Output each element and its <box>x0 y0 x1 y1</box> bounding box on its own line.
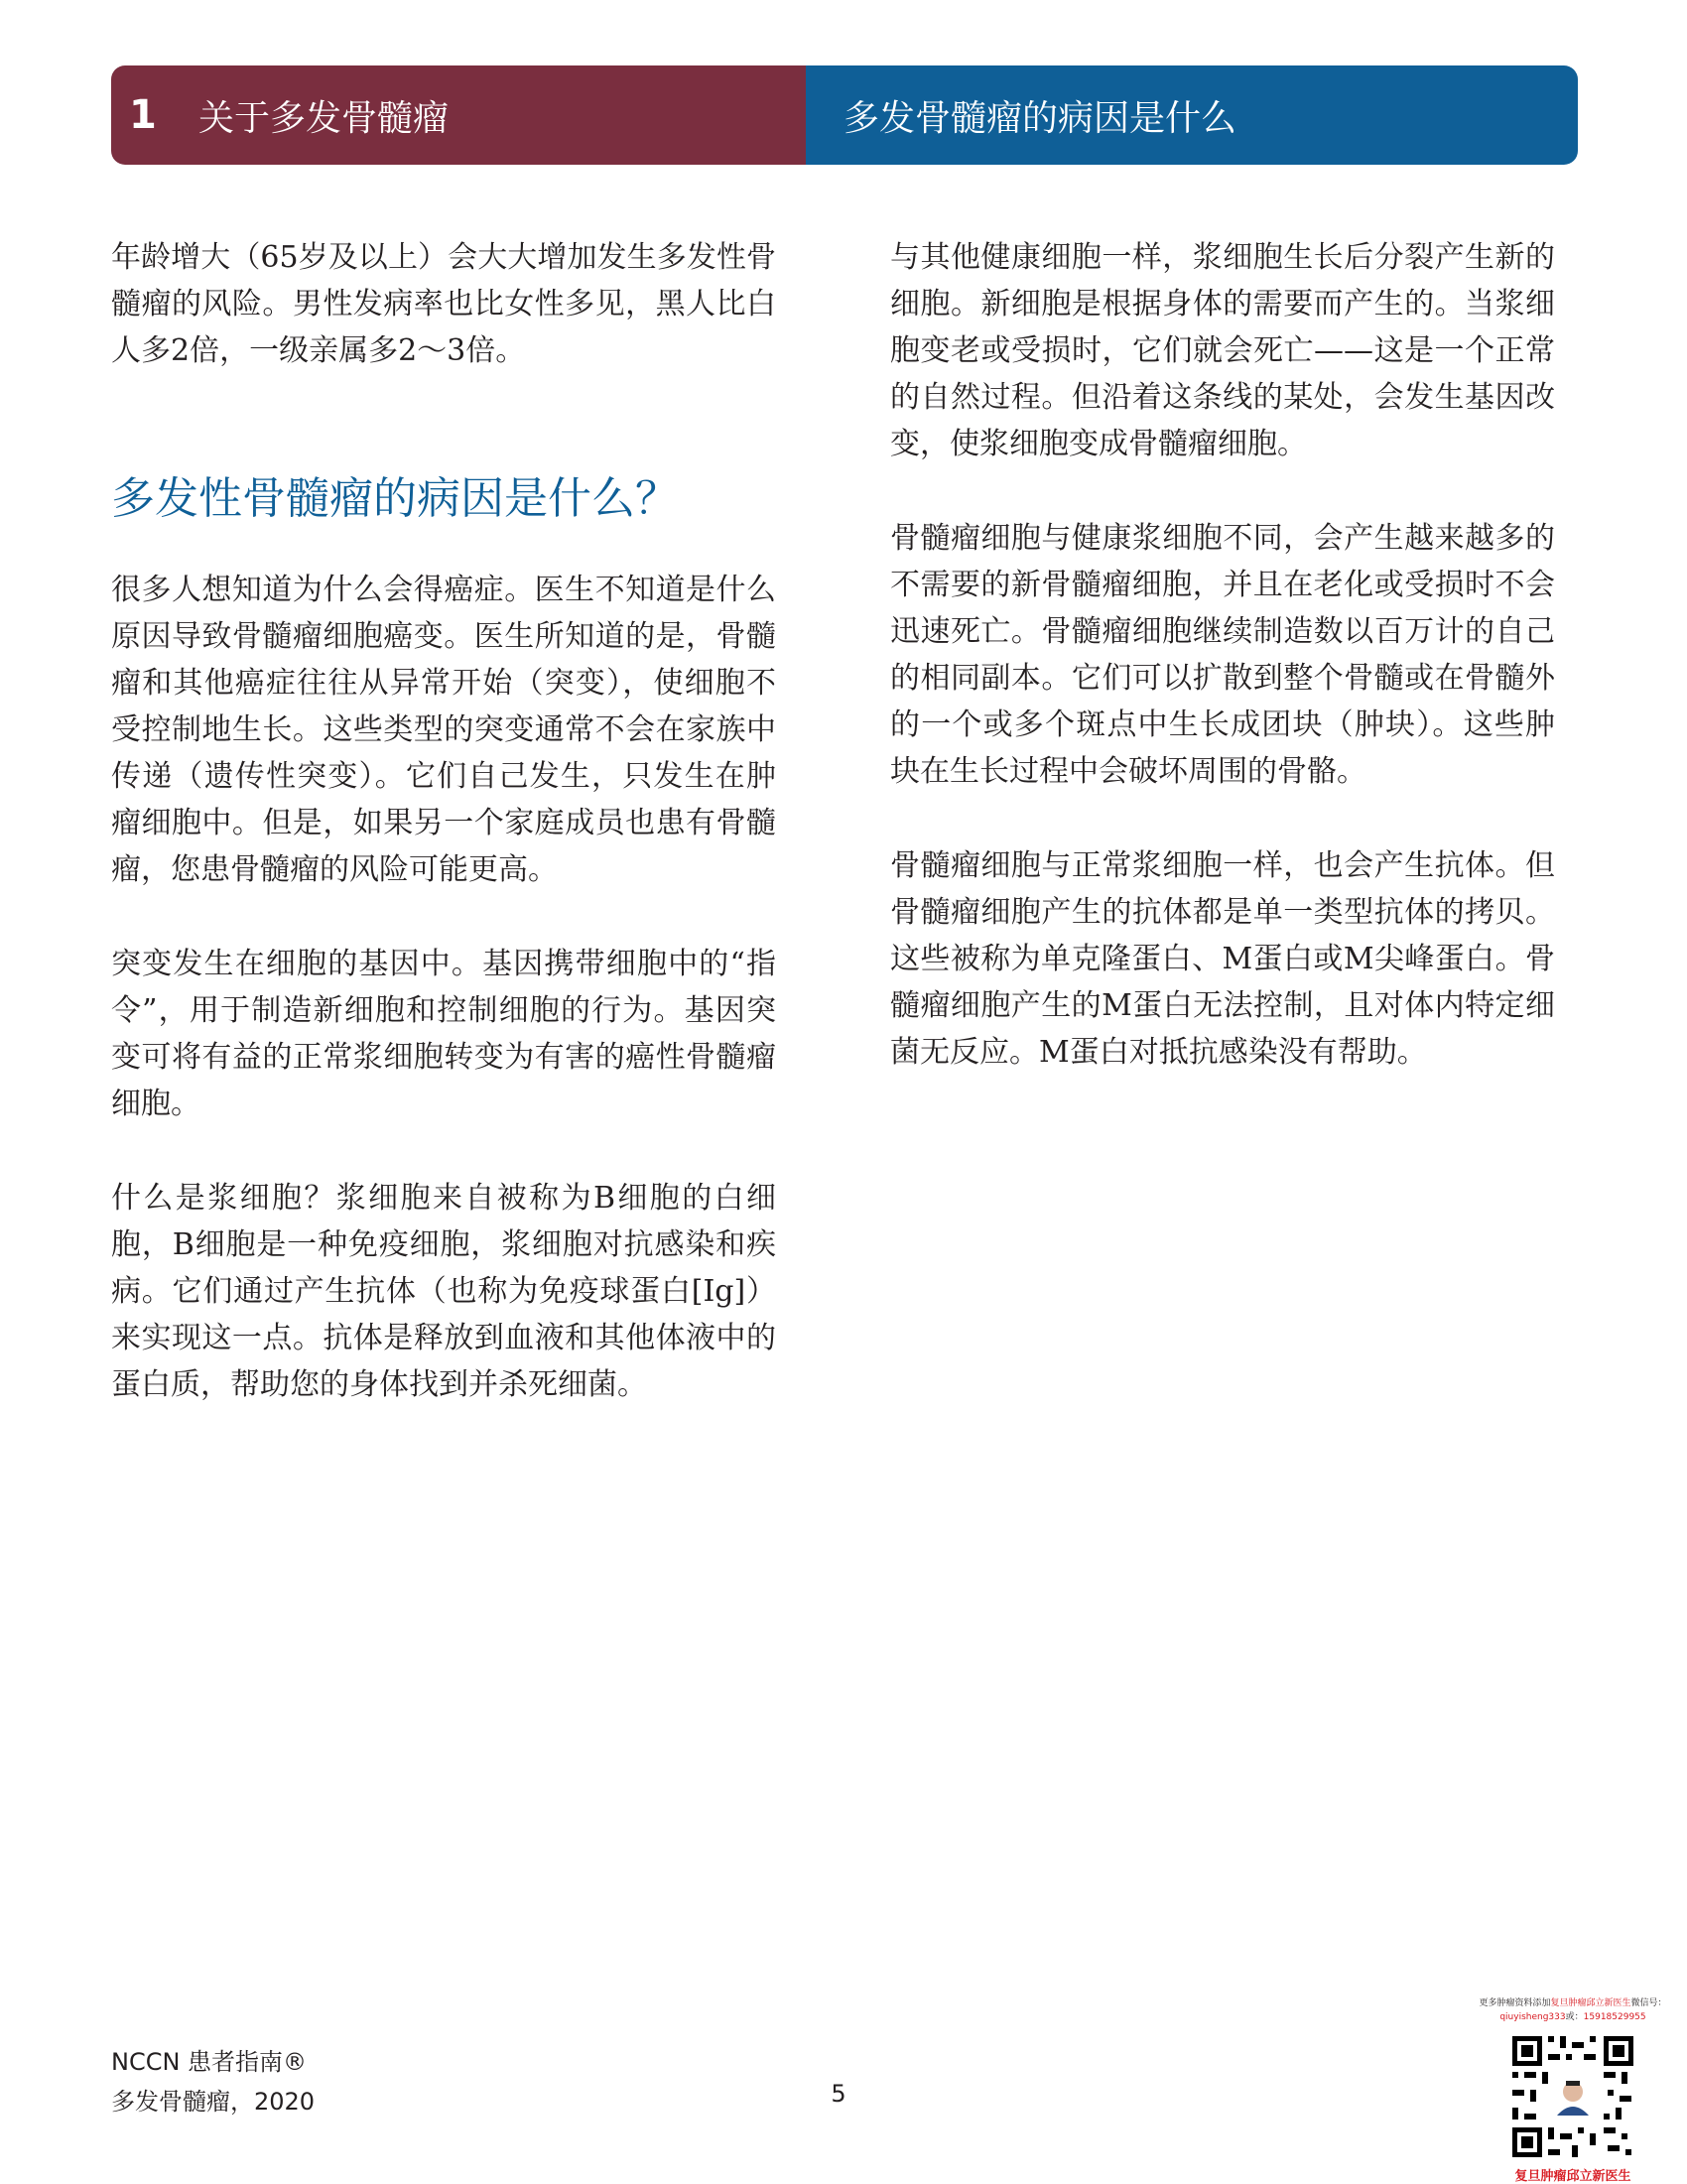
edition-name: 多发骨髓瘤，2020 <box>111 2088 316 2116</box>
chapter-number: 1 <box>129 92 157 138</box>
page-header <box>111 65 1578 165</box>
body-paragraph: 骨髓瘤细胞与健康浆细胞不同，会产生越来越多的不需要的新骨髓瘤细胞，并且在老化或受损时不会迅速死亡。骨髓瘤细胞继续制造数以百万计的自己的相同副本。它们可以扩散到整个骨髓或在骨髓外的一个或多个斑点中生长成团块（肿块）。这些肿块在生长过程中会破坏周围的骨骼。 <box>890 521 1555 789</box>
body-paragraph: 很多人想知道为什么会得癌症。医生不知道是什么原因导致骨髓瘤细胞癌变。医生所知道的是，骨髓瘤和其他癌症往往从异常开始（突变），使细胞不受控制地生长。这些类型的突变通常不会在家族中传递（遗传性突变）。它们自己发生，只发生在肿瘤细胞中。但是，如果另一个家庭成员也患有骨髓瘤，您患骨髓瘤的风险可能更高。 <box>111 573 776 887</box>
body-paragraph: 骨髓瘤细胞与正常浆细胞一样，也会产生抗体。但骨髓瘤细胞产生的抗体都是单一类型抗体的拷贝。这些被称为单克隆蛋白、M蛋白或M尖峰蛋白。骨髓瘤细胞产生的M蛋白无法控制，且对体内特定细菌无反应。M蛋白对抵抗感染没有帮助。 <box>890 848 1555 1070</box>
promo-line-1: 更多肿瘤资料添加复旦肿瘤邱立新医生微信号： <box>1479 1998 1667 2008</box>
intro-paragraph: 年龄增大（65岁及以上）会大大增加发生多发性骨髓瘤的风险。男性发病率也比女性多见，黑人比白人多2倍，一级亲属多2～3倍。 <box>111 240 776 368</box>
promo-box <box>1469 1996 1677 2184</box>
publication-name: NCCN 患者指南® <box>111 2048 308 2076</box>
body-paragraph: 与其他健康细胞一样，浆细胞生长后分裂产生新的细胞。新细胞是根据身体的需要而产生的。当浆细胞变老或受损时，它们就会死亡——这是一个正常的自然过程。但沿着这条线的某处，会发生基因改变，使浆细胞变成骨髓瘤细胞。 <box>890 240 1555 461</box>
footer <box>111 2042 315 2121</box>
page-number: 5 <box>831 2080 846 2108</box>
promo-line-2: qiuyisheng333或：15918529955 <box>1499 2012 1646 2022</box>
section-title: 多发骨髓瘤的病因是什么 <box>844 97 1237 139</box>
chapter-band <box>111 65 806 165</box>
body-paragraph: 突变发生在细胞的基因中。基因携带细胞中的“指令”，用于制造新细胞和控制细胞的行为。基因突变可将有益的正常浆细胞转变为有害的癌性骨髓瘤细胞。 <box>111 947 776 1121</box>
right-column <box>890 234 1555 1123</box>
chapter-title: 关于多发骨髓瘤 <box>198 97 450 139</box>
qr-code[interactable] <box>1508 2032 1637 2161</box>
section-heading: 多发性骨髓瘤的病因是什么？ <box>111 473 679 524</box>
section-band <box>806 65 1578 165</box>
promo-caption: 复旦肿瘤邱立新医生 <box>1514 2169 1631 2184</box>
left-column <box>111 234 776 1456</box>
body-paragraph: 什么是浆细胞？浆细胞来自被称为B细胞的白细胞，B细胞是一种免疫细胞，浆细胞对抗感染和疾病。它们通过产生抗体（也称为免疫球蛋白[Ig]）来实现这一点。抗体是释放到血液和其他体液中的蛋白质，帮助您的身体找到并杀死细菌。 <box>111 1181 776 1402</box>
